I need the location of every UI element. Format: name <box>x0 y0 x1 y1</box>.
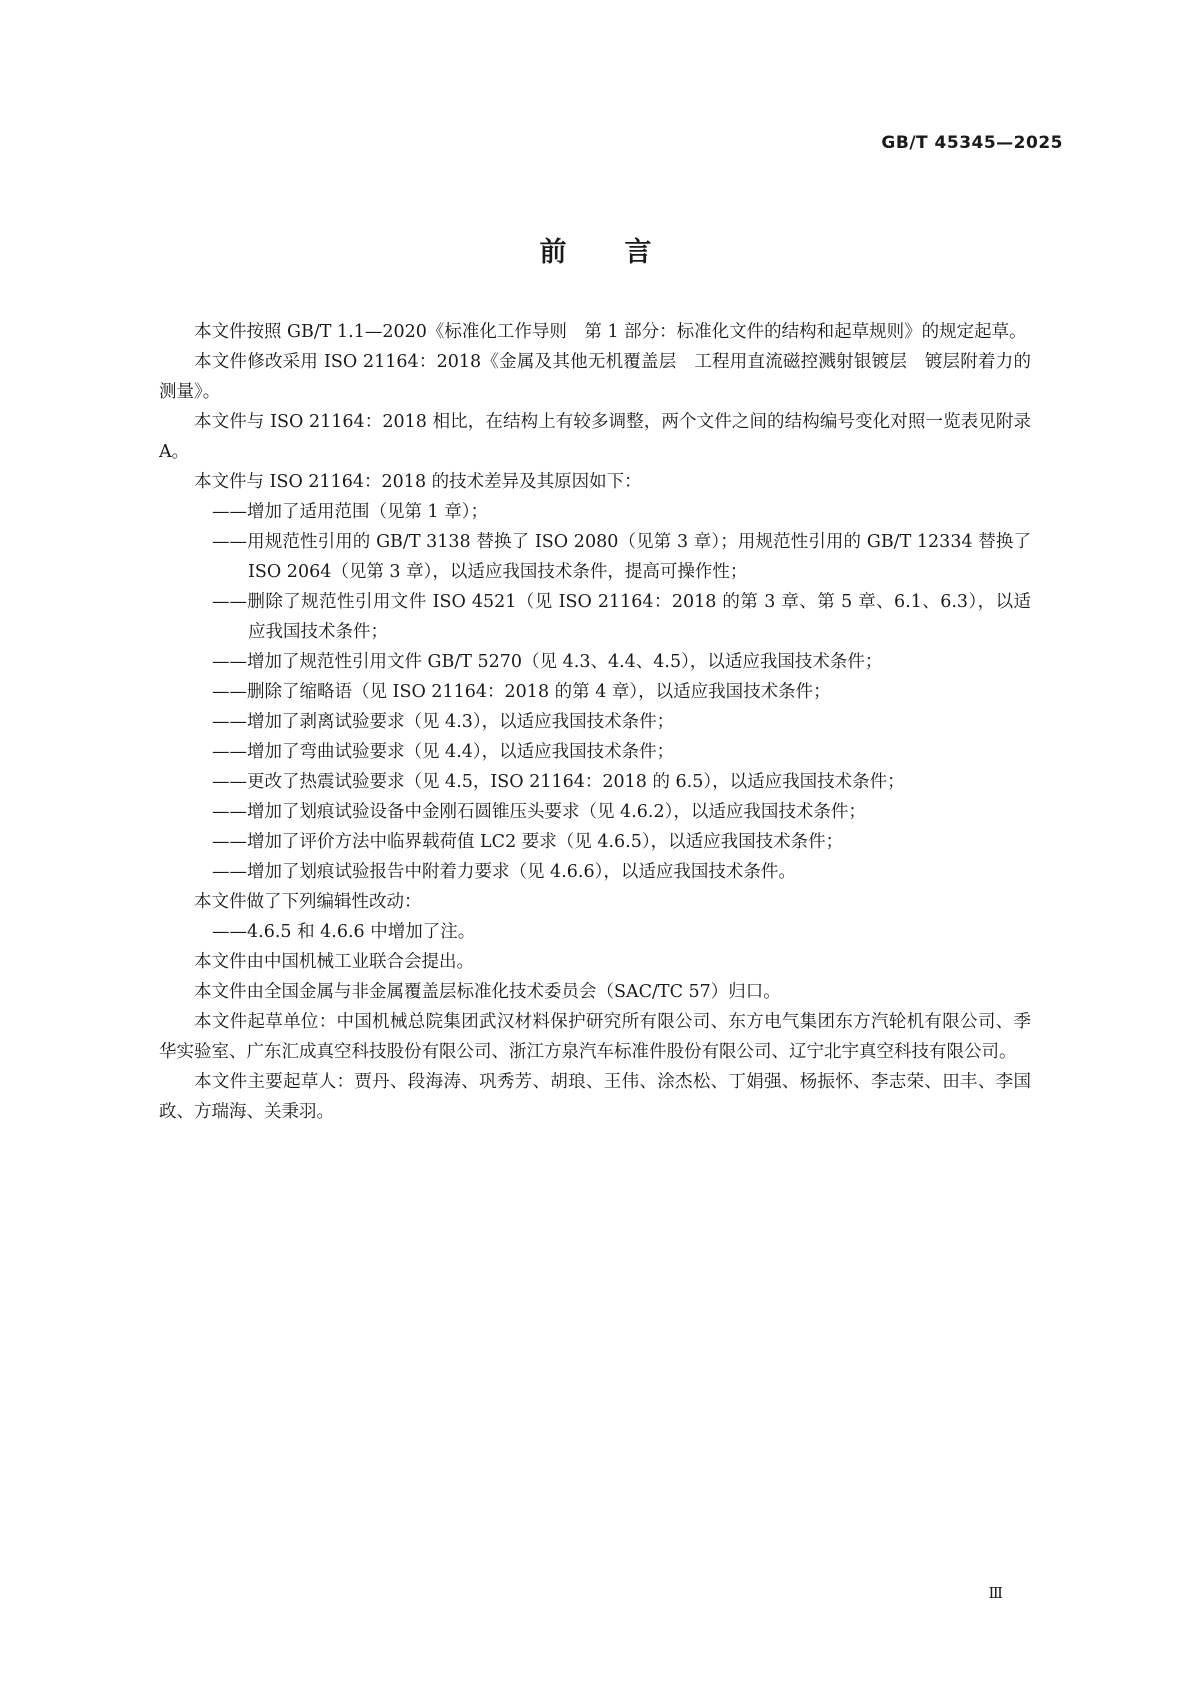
paragraph-centralized-by: 本文件由全国金属与非金属覆盖层标准化技术委员会（SAC/TC 57）归口。 <box>194 982 781 1002</box>
list-item: ——4.6.5 和 4.6.6 中增加了注。 <box>212 922 476 942</box>
page-number: Ⅲ <box>988 1584 1003 1602</box>
paragraph-proposed-by: 本文件由中国机械工业联合会提出。 <box>194 952 474 972</box>
foreword-body <box>159 317 1031 1127</box>
standard-number: GB/T 45345—2025 <box>881 133 1063 153</box>
paragraph-structure-changes: 本文件与 ISO 21164：2018 相比，在结构上有较多调整，两个文件之间的结构编号变化对照一览表见附录 A。 <box>159 412 1031 462</box>
paragraph-drafting-rules: 本文件按照 GB/T 1.1—2020《标准化工作导则 第 1 部分：标准化文件的结构和起草规则》的规定起草。 <box>194 322 1027 342</box>
page-title: 前言 <box>539 237 710 268</box>
paragraph-editorial-intro: 本文件做了下列编辑性改动： <box>194 892 422 912</box>
list-item: ——增加了适用范围（见第 1 章）； <box>212 502 489 522</box>
list-item: ——增加了规范性引用文件 GB/T 5270（见 4.3、4.4、4.5），以适应我国技术条件； <box>212 652 883 672</box>
list-item: ——删除了缩略语（见 ISO 21164：2018 的第 4 章），以适应我国技术条件； <box>212 682 831 702</box>
list-item: ——更改了热震试验要求（见 4.5，ISO 21164：2018 的 6.5），以适应我国技术条件； <box>212 772 905 792</box>
list-item: ——增加了弯曲试验要求（见 4.4），以适应我国技术条件； <box>212 742 675 762</box>
paragraph-technical-differences-intro: 本文件与 ISO 21164：2018 的技术差异及其原因如下： <box>194 472 642 492</box>
list-item: ——增加了评价方法中临界载荷值 LC2 要求（见 4.6.5），以适应我国技术条件； <box>212 832 844 852</box>
paragraph-main-drafters: 本文件主要起草人：贾丹、段海涛、巩秀芳、胡琅、王伟、涂杰松、丁娟强、杨振怀、李志荣、田丰、李国政、方瑞海、关秉羽。 <box>159 1072 1031 1122</box>
editorial-changes-list <box>159 917 1031 947</box>
technical-differences-list <box>159 497 1031 887</box>
list-item: ——删除了规范性引用文件 ISO 4521（见 ISO 21164：2018 的第 3 章、第 5 章、6.1、6.3），以适应我国技术条件； <box>212 592 1031 642</box>
paragraph-adoption: 本文件修改采用 ISO 21164：2018《金属及其他无机覆盖层 工程用直流磁控溅射银镀层 镀层附着力的测量》。 <box>159 352 1031 402</box>
list-item: ——用规范性引用的 GB/T 3138 替换了 ISO 2080（见第 3 章）；用规范性引用的 GB/T 12334 替换了 ISO 2064（见第 3 章），以适应我国技术条件，提高可操作性； <box>212 532 1031 582</box>
list-item: ——增加了划痕试验报告中附着力要求（见 4.6.6），以适应我国技术条件。 <box>212 862 796 882</box>
paragraph-drafting-units: 本文件起草单位：中国机械总院集团武汉材料保护研究所有限公司、东方电气集团东方汽轮机有限公司、季华实验室、广东汇成真空科技股份有限公司、浙江方泉汽车标准件股份有限公司、辽宁北宇真空科技有限公司。 <box>159 1012 1031 1062</box>
list-item: ——增加了剥离试验要求（见 4.3），以适应我国技术条件； <box>212 712 675 732</box>
list-item: ——增加了划痕试验设备中金刚石圆锥压头要求（见 4.6.2），以适应我国技术条件； <box>212 802 866 822</box>
